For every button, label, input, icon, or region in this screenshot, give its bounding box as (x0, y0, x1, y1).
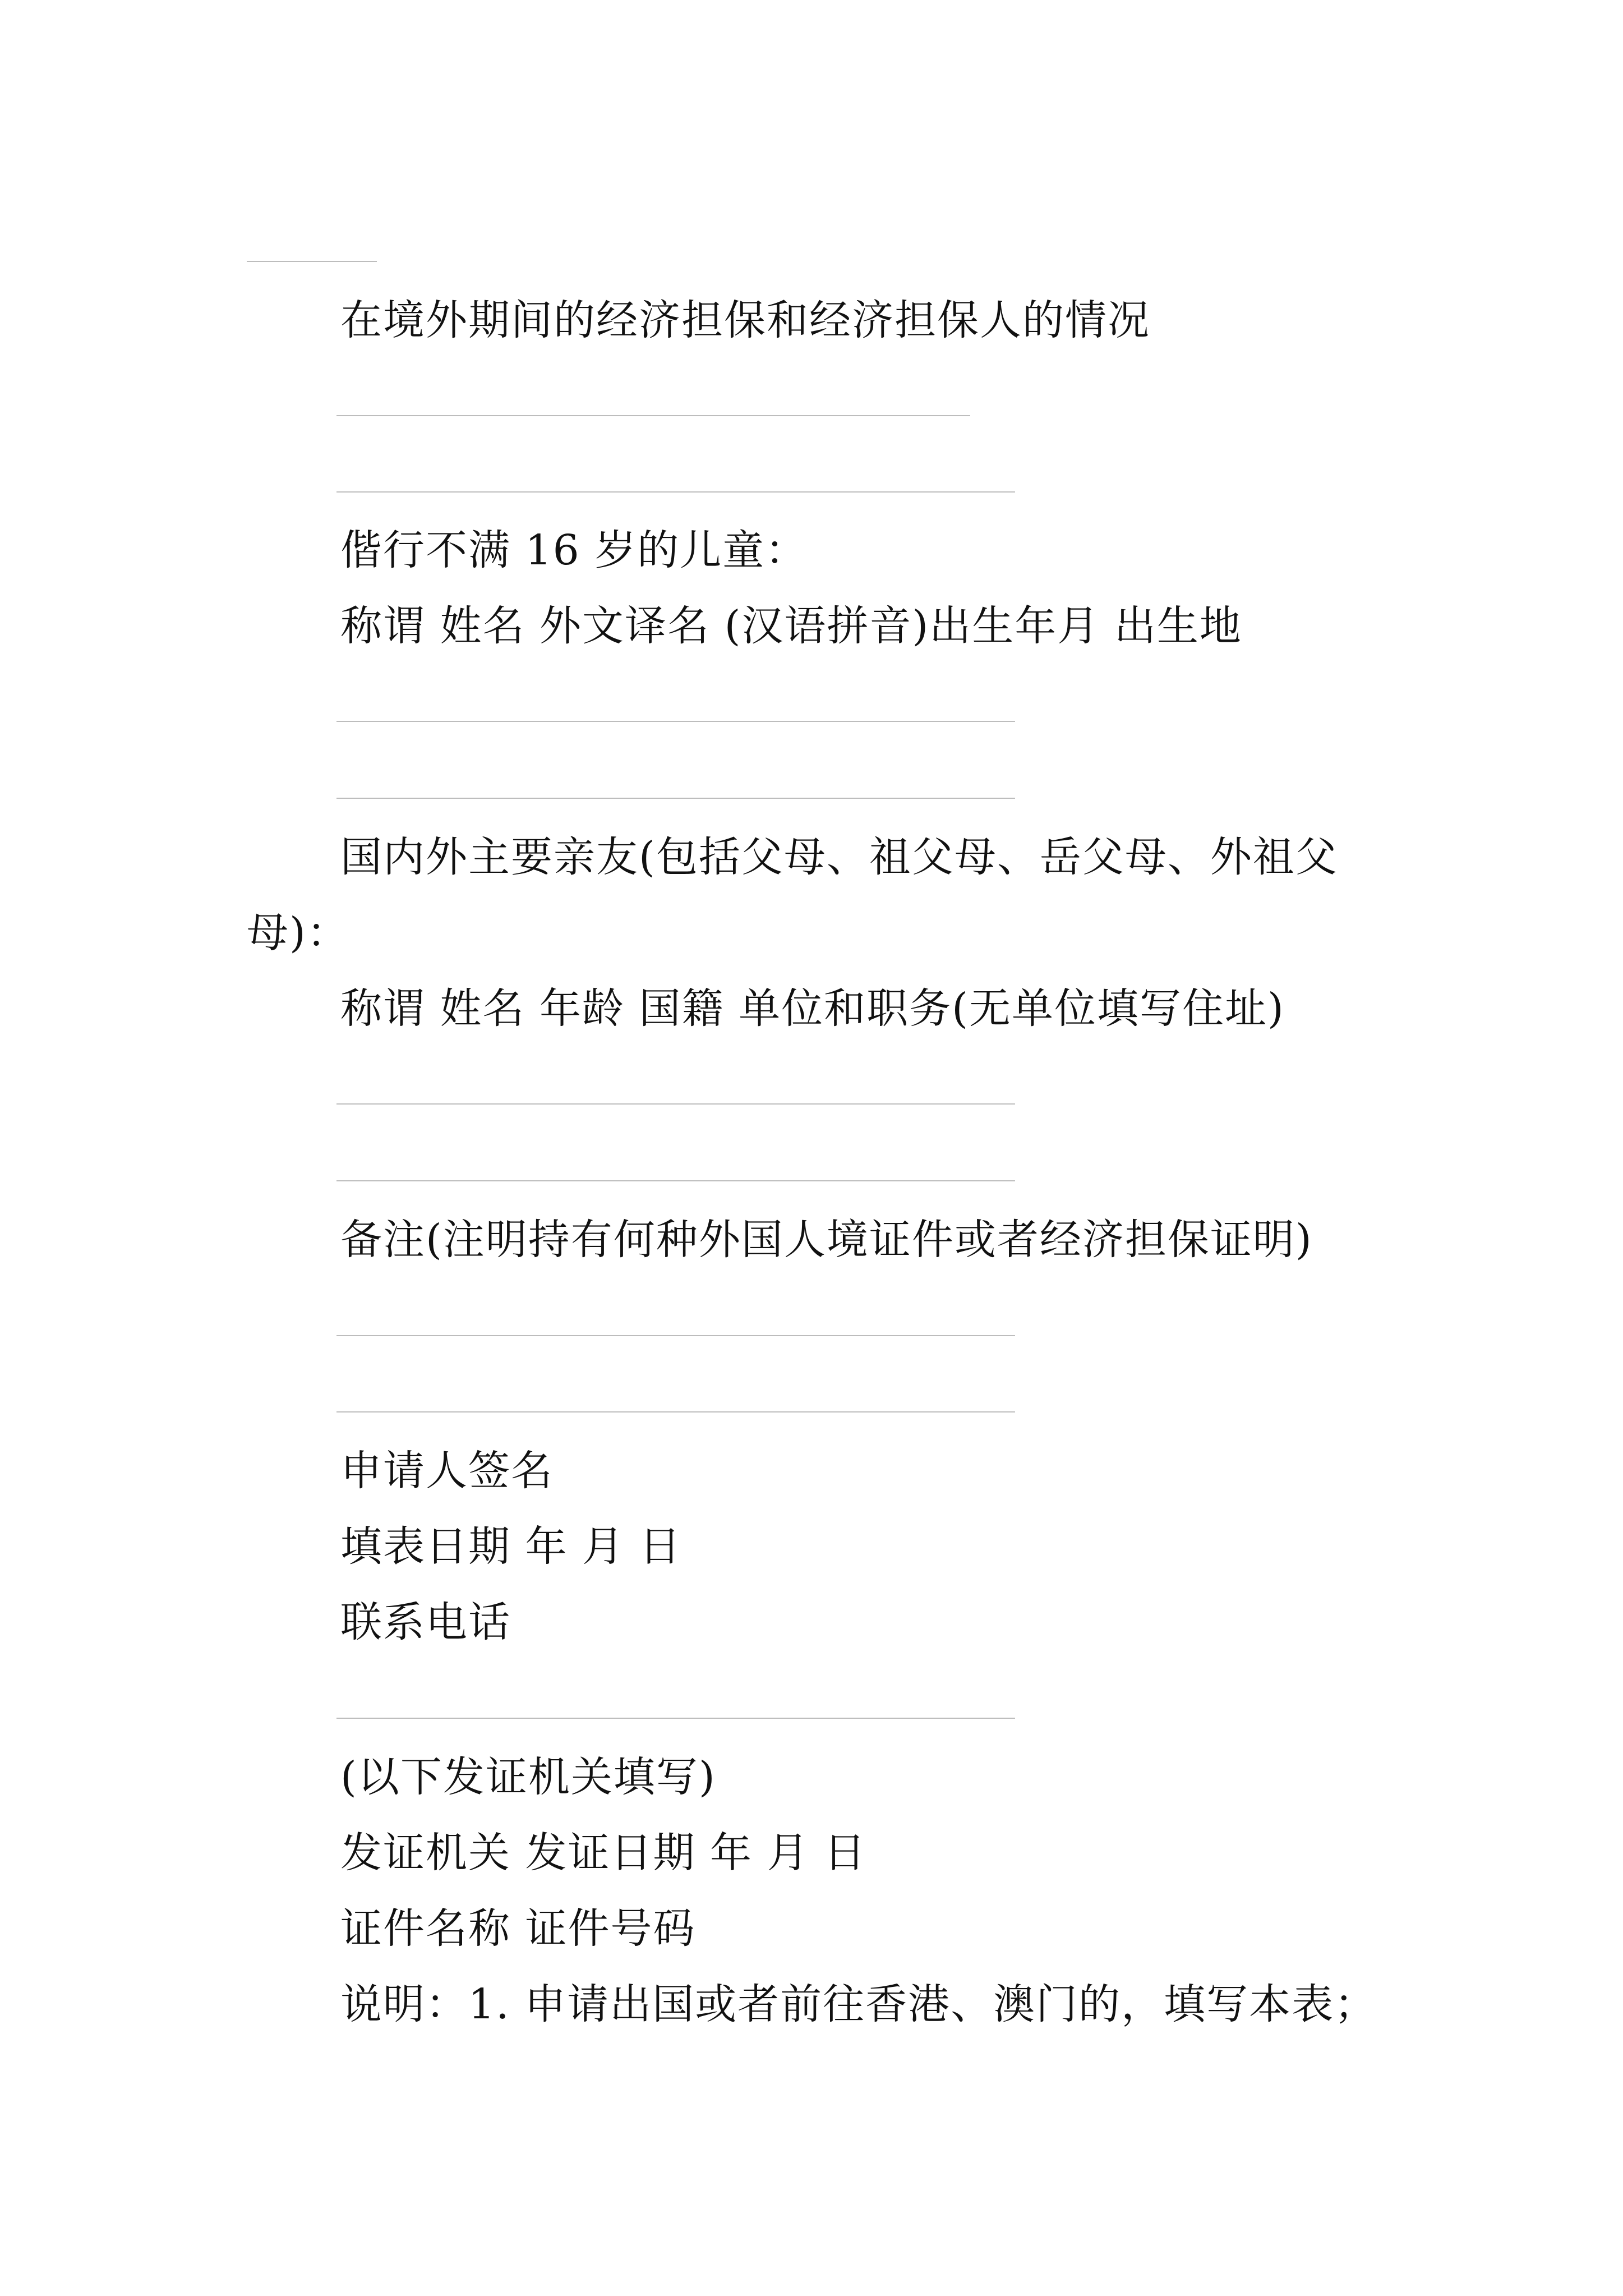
relatives-blank-2[interactable] (336, 1180, 1015, 1181)
children-blank-2[interactable] (336, 798, 1015, 799)
contact-blank[interactable] (336, 1718, 1015, 1719)
relatives-heading-line-2: 母)： (247, 909, 349, 957)
children-columns: 称谓 姓名 外文译名 (汉语拼音)出生年月 出生地 (340, 602, 1242, 650)
applicant-signature-label: 申请人签名 (340, 1447, 554, 1495)
relatives-heading-line-1: 国内外主要亲友(包括父母、祖父母、岳父母、外祖父 (340, 833, 1338, 881)
remarks-label: 备注(注明持有何种外国人境证件或者经济担保证明) (340, 1216, 1313, 1264)
relatives-blank-1[interactable] (336, 1103, 1015, 1105)
issuing-authority-label: 发证机关 发证日期 年 月 日 (340, 1829, 867, 1877)
issuing-section-label: (以下发证机关填写) (340, 1753, 716, 1801)
instructions-note: 说明：1. 申请出国或者前往香港、澳门的，填写本表； (340, 1980, 1377, 2028)
remarks-blank-1[interactable] (336, 1335, 1015, 1336)
children-heading: 偕行不满 16 岁的儿童： (340, 526, 808, 574)
guarantee-blank-1[interactable] (336, 415, 970, 416)
relatives-columns: 称谓 姓名 年龄 国籍 单位和职务(无单位填写住址) (340, 984, 1285, 1033)
fill-date-label: 填表日期 年 月 日 (340, 1522, 682, 1571)
guarantee-heading: 在境外期间的经济担保和经济担保人的情况 (340, 296, 1150, 344)
guarantee-blank-2[interactable] (336, 491, 1015, 493)
children-blank-1[interactable] (336, 721, 1015, 722)
remarks-blank-2[interactable] (336, 1411, 1015, 1412)
contact-phone-label: 联系电话 (340, 1598, 511, 1646)
certificate-info-label: 证件名称 证件号码 (340, 1904, 696, 1953)
header-divider (247, 261, 377, 262)
